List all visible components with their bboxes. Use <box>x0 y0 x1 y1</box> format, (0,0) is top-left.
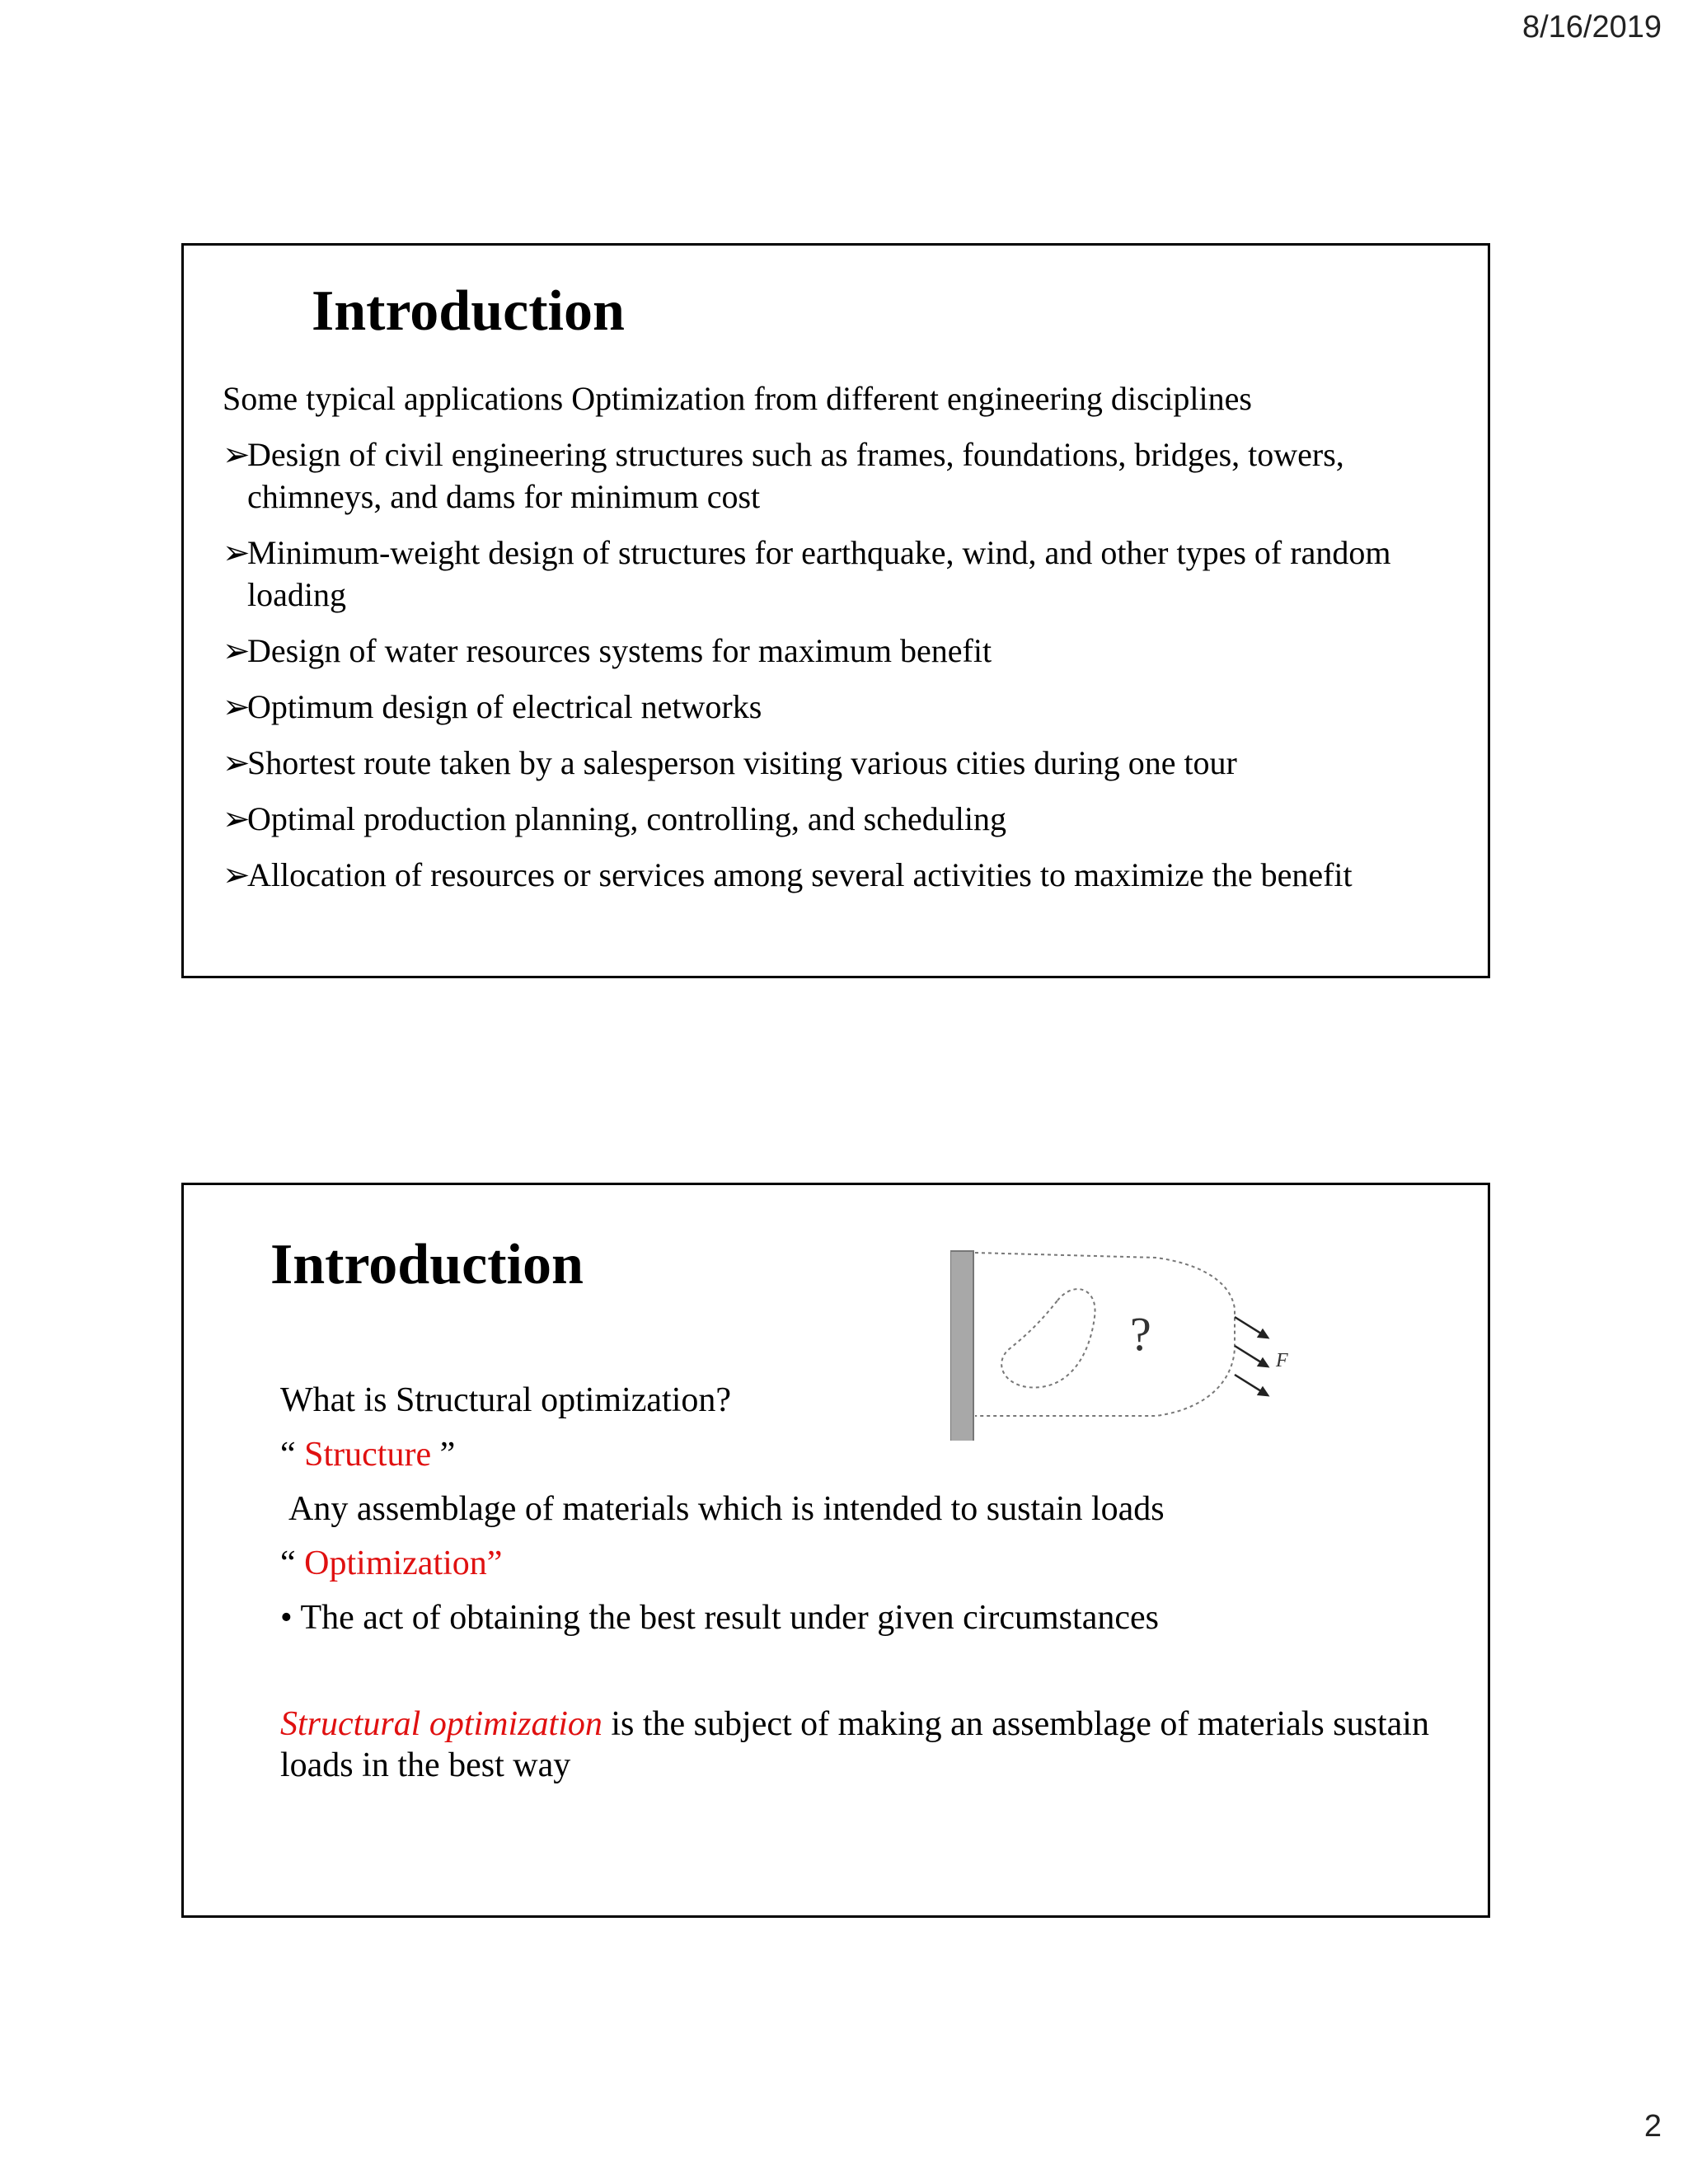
list-item: ➢ Shortest route taken by a salesperson visiting various cities during one tour <box>223 742 1467 784</box>
bullet-icon: • <box>280 1599 293 1637</box>
slide-1-intro: Some typical applications Optimization from different engineering disciplines <box>223 380 1252 417</box>
arrow-bullet-icon: ➢ <box>223 856 251 893</box>
slide-1-body <box>223 377 1467 910</box>
list-item: ➢ Optimum design of electrical networks <box>223 686 1467 728</box>
arrow-bullet-icon: ➢ <box>223 632 251 669</box>
arrow-bullet-icon: ➢ <box>223 744 251 781</box>
structure-heading: “ Structure ” <box>280 1436 456 1474</box>
page-number: 2 <box>1643 2109 1662 2144</box>
slide-2-title: Introduction <box>270 1233 584 1296</box>
structure-shape-outline <box>1001 1289 1095 1387</box>
arrow-bullet-icon: ➢ <box>223 436 251 473</box>
optimization-heading: “ Optimization” <box>280 1544 503 1582</box>
list-item: ➢ Design of water resources systems for maximum benefit <box>223 630 1467 672</box>
structure-term: Structure <box>304 1436 432 1474</box>
force-label: F <box>1276 1350 1288 1371</box>
question-mark-label: ? <box>1130 1307 1151 1361</box>
list-item: ➢ Allocation of resources or services among several activities to maximize the benefit <box>223 854 1467 896</box>
list-item: ➢ Minimum-weight design of structures for earthquake, wind, and other types of random loading <box>223 532 1467 616</box>
page-date: 8/16/2019 <box>1522 10 1662 45</box>
structure-definition: Any assemblage of materials which is intended to sustain loads <box>288 1490 1165 1528</box>
applications-list <box>223 434 1467 896</box>
structural-optimization-term: Structural optimization <box>280 1705 603 1743</box>
list-item: ➢ Optimal production planning, controlling, and scheduling <box>223 798 1467 840</box>
question-text: What is Structural optimization? <box>280 1381 732 1419</box>
arrow-bullet-icon: ➢ <box>223 688 251 725</box>
arrow-bullet-icon: ➢ <box>223 800 251 837</box>
structural-optimization-definition: Structural optimization is the subject of making an assemblage of materials sustain loads in the best way <box>280 1705 1429 1784</box>
arrow-bullet-icon: ➢ <box>223 534 251 571</box>
optimization-term: Optimization” <box>304 1544 503 1582</box>
slide-2 <box>181 1183 1490 1918</box>
slide-1 <box>181 243 1490 978</box>
list-item: ➢ Design of civil engineering structures such as frames, foundations, bridges, towers, chimneys, and dams for minimum cost <box>223 434 1467 518</box>
slide-2-body <box>280 1379 1484 1797</box>
optimization-definition: • The act of obtaining the best result under given circumstances <box>280 1599 1159 1637</box>
slide-1-title: Introduction <box>312 279 625 343</box>
